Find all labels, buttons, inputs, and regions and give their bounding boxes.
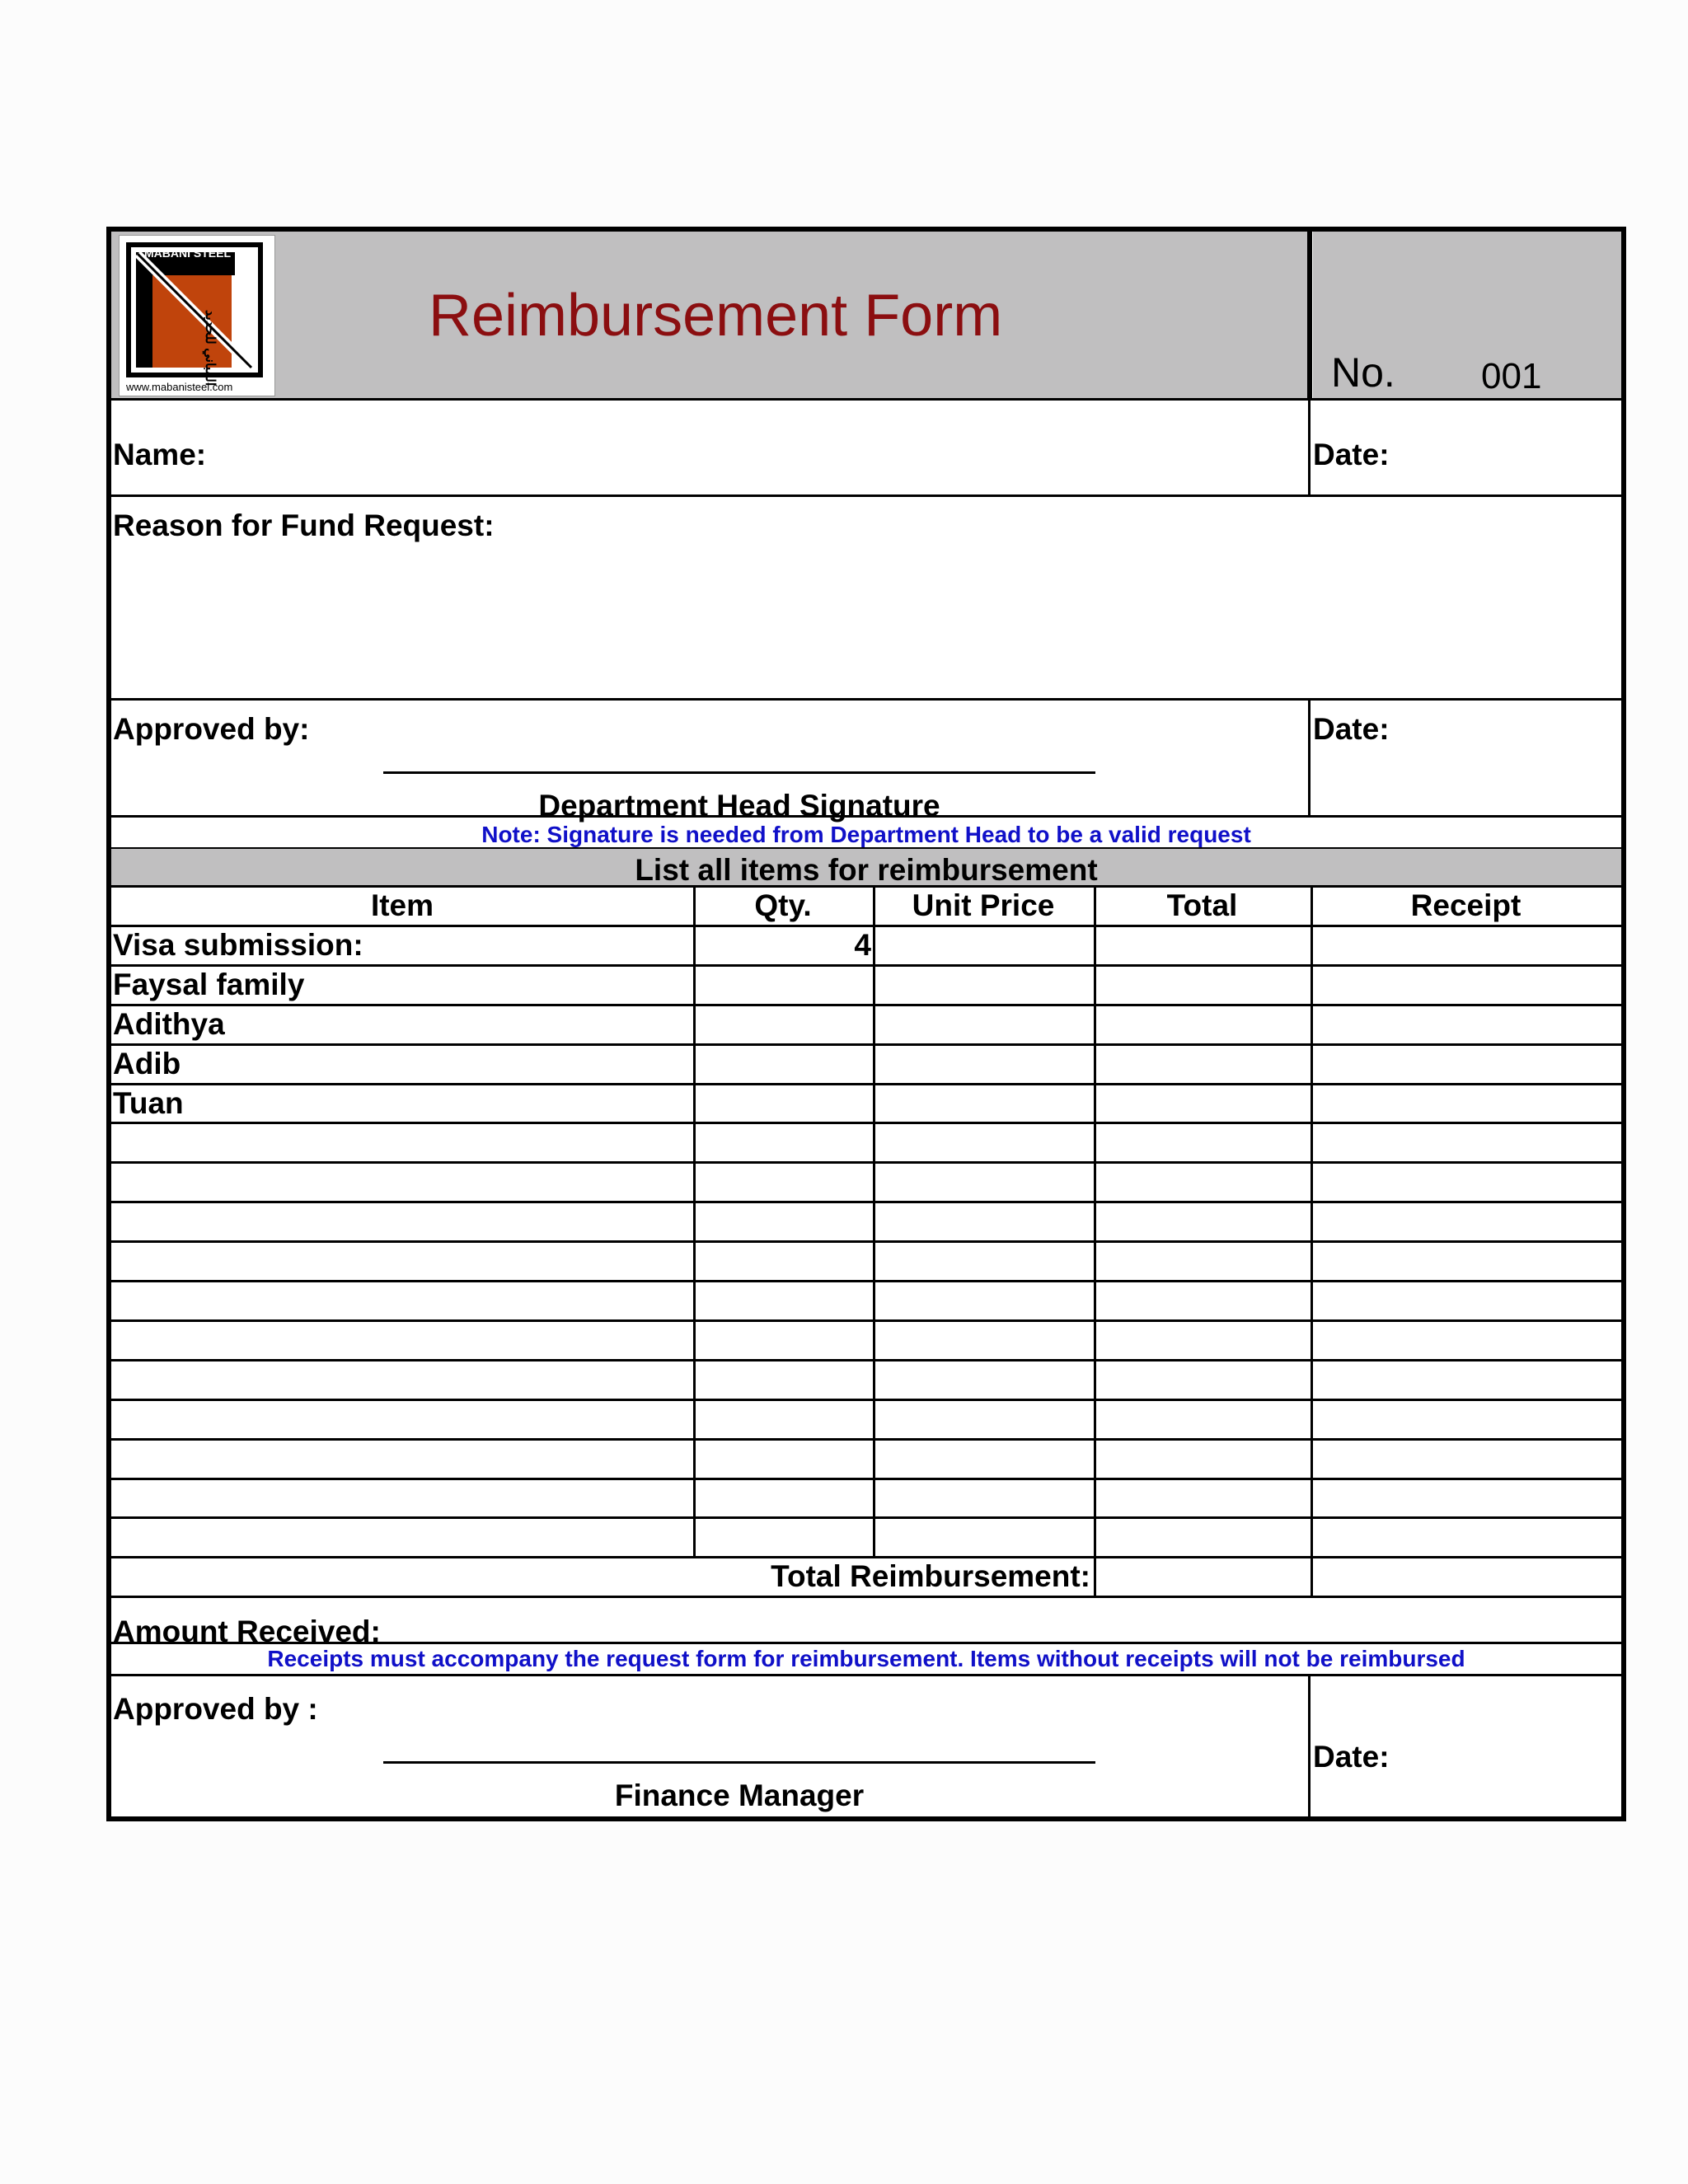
total-receipt-field[interactable] (1312, 1558, 1620, 1595)
table-cell-item[interactable]: Tuan (113, 1086, 184, 1120)
date-label-approval: Date: (1313, 712, 1390, 746)
table-cell-item[interactable]: Adib (113, 1047, 181, 1080)
table-cell-unit-price[interactable] (874, 1282, 1092, 1319)
amount-received-label: Amount Received: (113, 1615, 381, 1648)
reimbursement-form (106, 227, 1626, 1821)
table-cell-qty[interactable] (695, 1164, 871, 1200)
table-cell-receipt[interactable] (1312, 1480, 1620, 1516)
table-cell-item[interactable] (113, 1243, 692, 1279)
table-cell-receipt[interactable] (1312, 1322, 1620, 1358)
table-cell-unit-price[interactable] (874, 1203, 1092, 1240)
date-field-top[interactable] (1405, 401, 1620, 494)
table-cell-unit-price[interactable] (874, 1006, 1092, 1043)
finance-manager-caption: Finance Manager (614, 1779, 865, 1812)
table-cell-receipt[interactable] (1312, 927, 1620, 963)
table-cell-item[interactable] (113, 1519, 692, 1555)
table-cell-total[interactable] (1095, 1243, 1309, 1279)
date-label-top: Date: (1313, 438, 1390, 471)
table-cell-item[interactable]: Adithya (113, 1007, 225, 1041)
logo-graphic (120, 236, 276, 397)
table-cell-total[interactable] (1095, 1441, 1309, 1477)
table-cell-qty[interactable]: 4 (854, 928, 871, 962)
table-cell-qty[interactable] (695, 1480, 871, 1516)
logo-brand-text: MABANI STEEL (144, 246, 231, 260)
table-cell-total[interactable] (1095, 1164, 1309, 1200)
table-cell-item[interactable] (113, 1401, 692, 1437)
table-cell-item[interactable]: Faysal family (113, 968, 305, 1001)
table-cell-qty[interactable] (695, 1124, 871, 1160)
table-cell-receipt[interactable] (1312, 1243, 1620, 1279)
table-cell-unit-price[interactable] (874, 1243, 1092, 1279)
table-cell-item[interactable] (113, 1203, 692, 1240)
dept-head-signature-line[interactable] (383, 771, 1095, 774)
table-cell-receipt[interactable] (1312, 1006, 1620, 1043)
table-cell-receipt[interactable] (1312, 1203, 1620, 1240)
table-cell-unit-price[interactable] (874, 1322, 1092, 1358)
table-cell-total[interactable] (1095, 1124, 1309, 1160)
table-cell-receipt[interactable] (1312, 1046, 1620, 1082)
table-cell-qty[interactable] (695, 1441, 871, 1477)
table-cell-total[interactable] (1095, 1006, 1309, 1043)
date-field-approval[interactable] (1405, 703, 1620, 815)
table-header-item: Item (370, 888, 434, 922)
table-cell-item[interactable] (113, 1441, 692, 1477)
table-cell-unit-price[interactable] (874, 1124, 1092, 1160)
finance-signature-line[interactable] (383, 1761, 1095, 1764)
table-header-unit-price: Unit Price (912, 888, 1055, 922)
number-value[interactable]: 001 (1481, 356, 1542, 396)
table-cell-unit-price[interactable] (874, 1401, 1092, 1437)
name-label: Name: (113, 438, 207, 471)
table-cell-unit-price[interactable] (874, 1519, 1092, 1555)
table-cell-qty[interactable] (695, 1401, 871, 1437)
table-cell-receipt[interactable] (1312, 1519, 1620, 1555)
table-cell-receipt[interactable] (1312, 1164, 1620, 1200)
table-cell-total[interactable] (1095, 1361, 1309, 1398)
items-table (111, 885, 1621, 1602)
table-cell-total[interactable] (1095, 1401, 1309, 1437)
table-cell-total[interactable] (1095, 1203, 1309, 1240)
table-cell-qty[interactable] (695, 1046, 871, 1082)
table-cell-qty[interactable] (695, 1085, 871, 1122)
table-cell-total[interactable] (1095, 927, 1309, 963)
table-cell-qty[interactable] (695, 1322, 871, 1358)
table-header-total: Total (1166, 888, 1238, 922)
approved-by-label: Approved by: (113, 712, 310, 746)
table-cell-qty[interactable] (695, 1282, 871, 1319)
finance-approved-by-label: Approved by : (113, 1692, 318, 1726)
table-cell-total[interactable] (1095, 1322, 1309, 1358)
table-cell-total[interactable] (1095, 1519, 1309, 1555)
table-cell-item[interactable] (113, 1164, 692, 1200)
table-cell-item[interactable] (113, 1480, 692, 1516)
logo-url: www.mabanisteel.com (126, 381, 233, 393)
finance-date-field[interactable] (1405, 1679, 1620, 1814)
table-cell-receipt[interactable] (1312, 1441, 1620, 1477)
total-reimbursement-field[interactable] (1095, 1558, 1309, 1595)
table-header-receipt: Receipt (1410, 888, 1522, 922)
table-cell-receipt[interactable] (1312, 1282, 1620, 1319)
table-cell-receipt[interactable] (1312, 1401, 1620, 1437)
table-cell-item[interactable] (113, 1124, 692, 1160)
table-cell-item[interactable]: Visa submission: (113, 928, 363, 962)
total-reimbursement-label: Total Reimbursement: (771, 1559, 1090, 1593)
table-cell-total[interactable] (1095, 967, 1309, 1003)
table-cell-receipt[interactable] (1312, 967, 1620, 1003)
name-field[interactable] (235, 401, 1298, 494)
reason-field[interactable] (113, 549, 1618, 693)
table-cell-unit-price[interactable] (874, 1164, 1092, 1200)
table-cell-qty[interactable] (695, 1519, 871, 1555)
company-logo (119, 235, 275, 396)
table-cell-unit-price[interactable] (874, 1441, 1092, 1477)
reason-label: Reason for Fund Request: (113, 509, 495, 542)
table-cell-qty[interactable] (695, 1361, 871, 1398)
finance-date-label: Date: (1313, 1740, 1390, 1774)
table-cell-qty[interactable] (695, 1243, 871, 1279)
receipts-note: Receipts must accompany the request form for reimbursement. Items without receipts will not be reimbursed (267, 1646, 1465, 1671)
table-cell-unit-price[interactable] (874, 927, 1092, 963)
table-cell-unit-price[interactable] (874, 1480, 1092, 1516)
table-cell-receipt[interactable] (1312, 1361, 1620, 1398)
table-cell-item[interactable] (113, 1361, 692, 1398)
table-cell-receipt[interactable] (1312, 1085, 1620, 1122)
table-cell-unit-price[interactable] (874, 967, 1092, 1003)
table-cell-total[interactable] (1095, 1480, 1309, 1516)
amount-received-field[interactable] (408, 1605, 1618, 1642)
table-cell-item[interactable] (113, 1322, 692, 1358)
table-cell-total[interactable] (1095, 1282, 1309, 1319)
dept-head-signature-caption: Department Head Signature (538, 789, 940, 823)
form-title: Reimbursement Form (429, 283, 1003, 349)
table-cell-receipt[interactable] (1312, 1124, 1620, 1160)
table-cell-unit-price[interactable] (874, 1361, 1092, 1398)
signature-note: Note: Signature is needed from Department Head to be a valid request (481, 822, 1251, 847)
table-cell-qty[interactable] (695, 1203, 871, 1240)
number-label: No. (1331, 349, 1395, 396)
table-cell-unit-price[interactable] (874, 1085, 1092, 1122)
table-cell-qty[interactable] (695, 967, 871, 1003)
table-cell-total[interactable] (1095, 1046, 1309, 1082)
table-cell-item[interactable] (113, 1282, 692, 1319)
table-cell-qty[interactable] (695, 1006, 871, 1043)
logo-arabic-text: المباني للحديد (203, 310, 217, 387)
table-cell-total[interactable] (1095, 1085, 1309, 1122)
list-heading: List all items for reimbursement (635, 853, 1098, 887)
table-cell-unit-price[interactable] (874, 1046, 1092, 1082)
table-header-qty: Qty. (754, 888, 812, 922)
